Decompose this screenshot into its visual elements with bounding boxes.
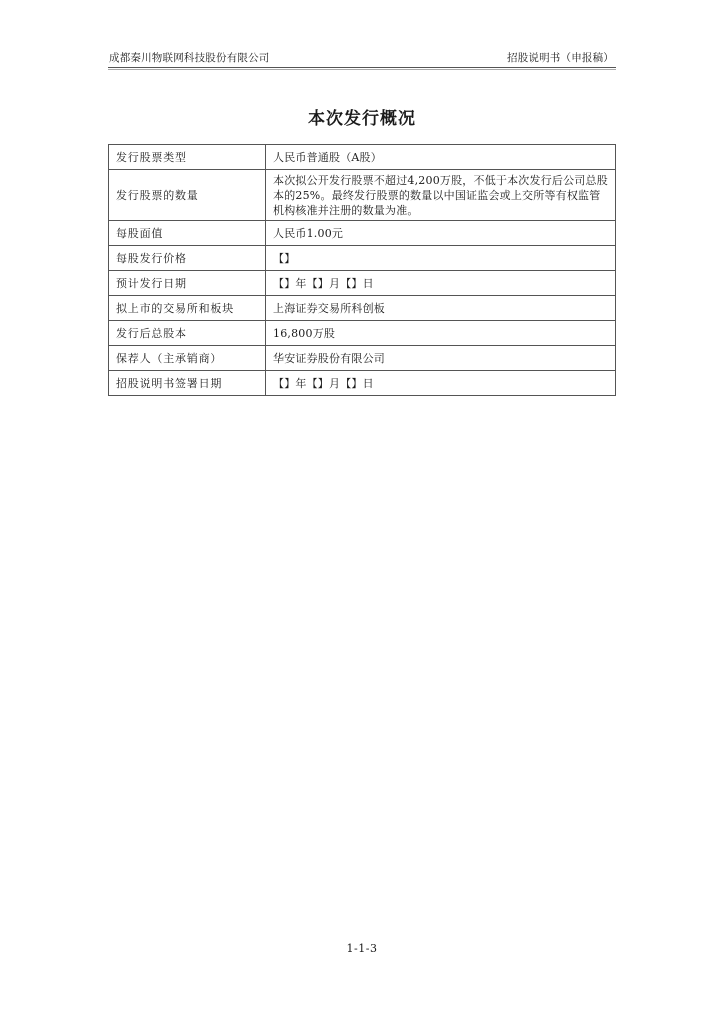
row-value: 【】 bbox=[266, 246, 616, 271]
header-divider bbox=[108, 69, 616, 70]
row-value: 本次拟公开发行股票不超过4,200万股，不低于本次发行后公司总股本的25%。最终发行股票的数量以中国证监会或上交所等有权监管机构核准并注册的数量为准。 bbox=[266, 170, 616, 221]
row-label: 招股说明书签署日期 bbox=[109, 371, 266, 396]
row-label: 拟上市的交易所和板块 bbox=[109, 296, 266, 321]
row-value: 【】年【】月【】日 bbox=[266, 371, 616, 396]
header-document-type: 招股说明书（申报稿） bbox=[507, 52, 614, 64]
page-title: 本次发行概况 bbox=[308, 109, 416, 129]
row-value: 人民币1.00元 bbox=[266, 221, 616, 246]
row-label: 发行股票类型 bbox=[109, 145, 266, 170]
table-row-sponsor bbox=[109, 346, 616, 371]
row-label: 发行后总股本 bbox=[109, 321, 266, 346]
row-label: 每股发行价格 bbox=[109, 246, 266, 271]
table-row-stock-type bbox=[109, 145, 616, 170]
header-company-name: 成都秦川物联网科技股份有限公司 bbox=[109, 52, 270, 64]
row-value: 【】年【】月【】日 bbox=[266, 271, 616, 296]
table-row-exchange-board bbox=[109, 296, 616, 321]
row-value: 16,800万股 bbox=[266, 321, 616, 346]
row-label: 预计发行日期 bbox=[109, 271, 266, 296]
offering-summary-table bbox=[108, 144, 616, 396]
row-label: 保荐人（主承销商） bbox=[109, 346, 266, 371]
page-number: 1-1-3 bbox=[346, 942, 378, 955]
table-row-share-quantity bbox=[109, 170, 616, 221]
page-header bbox=[108, 49, 616, 68]
row-value: 华安证券股份有限公司 bbox=[266, 346, 616, 371]
table-row-issue-price bbox=[109, 246, 616, 271]
table-row-total-shares bbox=[109, 321, 616, 346]
row-value: 人民币普通股（A股） bbox=[266, 145, 616, 170]
row-value: 上海证券交易所科创板 bbox=[266, 296, 616, 321]
table-row-issue-date bbox=[109, 271, 616, 296]
table-row-signing-date bbox=[109, 371, 616, 396]
row-label: 发行股票的数量 bbox=[109, 170, 266, 221]
row-label: 每股面值 bbox=[109, 221, 266, 246]
table-row-par-value bbox=[109, 221, 616, 246]
